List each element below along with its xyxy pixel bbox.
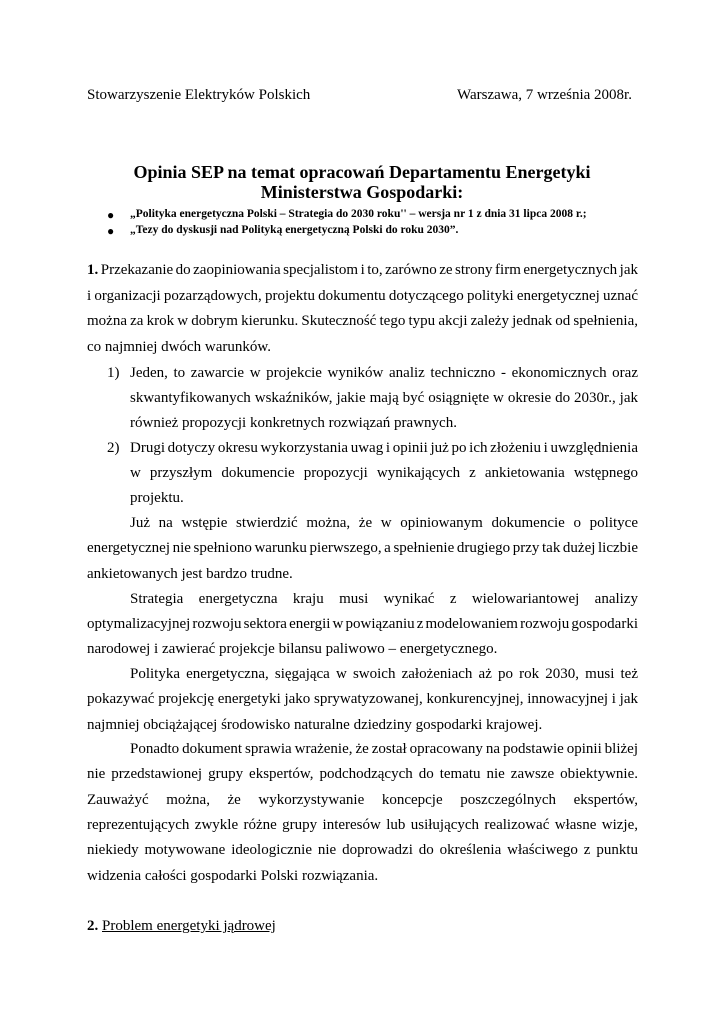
text-line: co najmniej dwóch warunków. [87, 339, 271, 355]
text-line: Drugi dotyczy okresu wykorzystania uwag i opinii już po ich złożeniu i uwzględnienia [130, 440, 638, 456]
text-line: optymalizacyjnej rozwoju sektora energii w powiązaniu z modelowaniem rozwoju gospodarki [87, 616, 638, 632]
document-title-line-1: Opinia SEP na temat opracowań Departamentu Energetyki [133, 162, 591, 182]
text-line: 1. Przekazanie do zaopiniowania specjalistom i to, zarówno ze strony firm energetycznych jak [87, 262, 638, 278]
text-line: w przyszłym dokumencie propozycji wynikających z ankietowania wstępnego [130, 465, 638, 481]
text-line: widzenia całości gospodarki Polski rozwiązania. [87, 868, 379, 884]
section-1-number: 1. [87, 262, 99, 278]
document-title-line-2: Ministerstwa Gospodarki: [260, 182, 464, 202]
organization-name: Stowarzyszenie Elektryków Polskich [87, 87, 311, 103]
section-2-title: Problem energetyki jądrowej [102, 918, 276, 934]
text-line: narodowej i zawierać projekcje bilansu paliwowo – energetycznego. [87, 641, 498, 657]
text-line: można za krok w dobrym kierunku. Skuteczność tego typu akcji zależy jednak od spełnienia, [87, 313, 638, 329]
text-line: energetycznej nie spełniono warunku pierwszego, a spełnienie drugiego przy tak dużej liczbie [87, 540, 638, 556]
text-line: i organizacji pozarządowych, projektu dokumentu dotyczącego polityki energetycznej uznać [87, 288, 638, 304]
text-line: Zauważyć można, że wykorzystywanie koncepcje poszczególnych ekspertów, [87, 792, 638, 808]
section-2-heading [87, 918, 276, 935]
text-line: Już na wstępie stwierdzić można, że w opiniowanym dokumencie o polityce [130, 515, 638, 531]
text-line: reprezentujących zwykle różne grupy interesów lub usiłujących realizować własne wizje, [87, 817, 638, 833]
place-date: Warszawa, 7 września 2008r. [457, 87, 632, 103]
text-line: najmniej obciążającej środowisko naturalne dziedziny gospodarki krajowej. [87, 717, 543, 733]
text-line: pokazywać projekcję energetyki jako sprywatyzowanej, konkurencyjnej, innowacyjnej i jak [87, 691, 638, 707]
text-line: nie przedstawionej grupy ekspertów, podchodzących do tematu nie zawsze obiektywnie. [87, 766, 638, 782]
text-line: również propozycji konkretnych rozwiązań prawnych. [130, 415, 457, 431]
bullet-text: „Tezy do dyskusji nad Polityką energetyczną Polski do roku 2030”. [130, 224, 459, 236]
text-line: ankietowanych jest bardzo trudne. [87, 566, 293, 582]
text-line: Strategia energetyczna kraju musi wynikać z wielowariantowej analizy [130, 591, 638, 607]
bullet-icon: ● [107, 208, 115, 222]
text-line: Jeden, to zawarcie w projekcie wyników analiz techniczno - ekonomicznych oraz [130, 365, 638, 381]
bullet-text: „Polityka energetyczna Polski – Strategia do 2030 roku'' – wersja nr 1 z dnia 31 lipca 2008 r.; [130, 208, 587, 220]
list-marker: 2) [107, 440, 120, 456]
text-line: skwantyfikowanych wskaźników, jakie mają być osiągnięte w okresie do 2030r., jak [130, 390, 638, 406]
text-line: Polityka energetyczna, sięgająca w swoich założeniach aż po rok 2030, musi też [130, 666, 638, 682]
bullet-icon: ● [107, 224, 115, 238]
text-line: Ponadto dokument sprawia wrażenie, że został opracowany na podstawie opinii bliżej [130, 741, 638, 757]
list-marker: 1) [107, 365, 120, 381]
section-2-number: 2. [87, 918, 99, 934]
text-line: projektu. [130, 490, 184, 506]
text-line: niekiedy motywowane ideologicznie nie doprowadzi do określenia właściwego z punktu [87, 842, 638, 858]
